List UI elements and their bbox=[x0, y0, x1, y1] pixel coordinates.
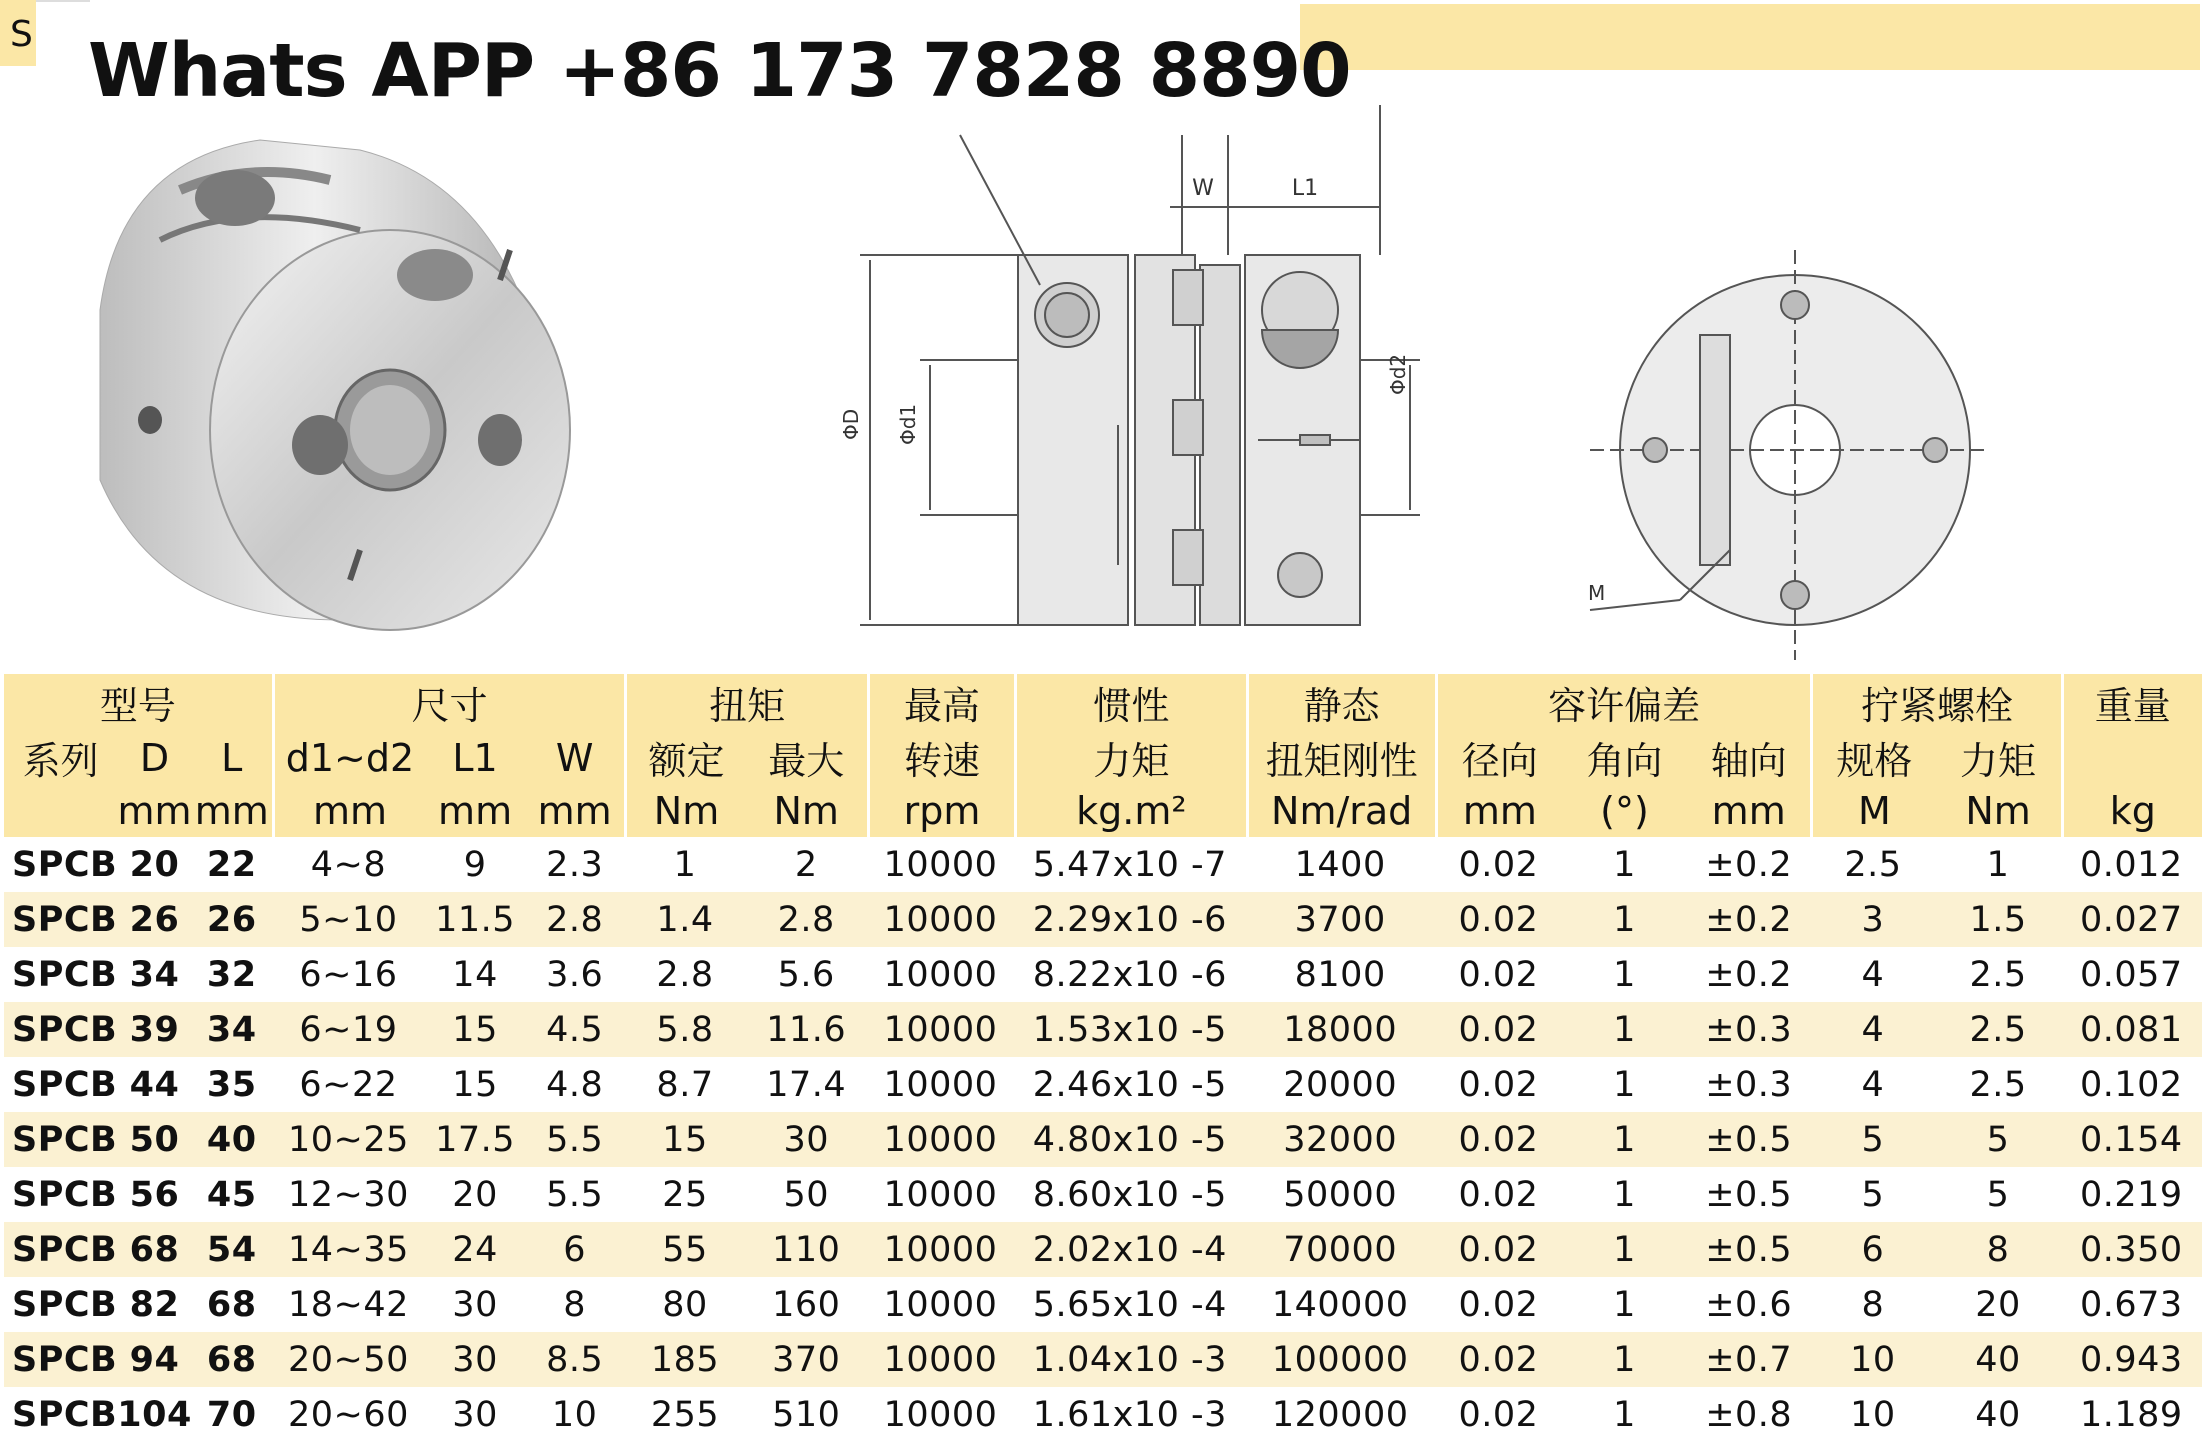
table-cell: 50 bbox=[783, 1174, 829, 1215]
table-cell: 39 bbox=[117, 1002, 192, 1057]
table-cell: 50000 bbox=[1283, 1174, 1398, 1215]
table-cell: 5.47x10 -7 bbox=[1032, 844, 1227, 885]
table-cell: 30 bbox=[452, 1284, 498, 1325]
table-cell: 68 bbox=[206, 1284, 257, 1325]
table-cell: SPCB bbox=[4, 1112, 117, 1167]
table-cell: 8.60x10 -5 bbox=[1032, 1174, 1227, 1215]
table-cell: 10000 bbox=[883, 954, 998, 995]
table-cell: 1.04x10 -3 bbox=[1014, 1332, 1245, 1387]
table-cell: ±0.7 bbox=[1687, 1332, 1810, 1387]
header-torque: 扭矩 bbox=[624, 674, 866, 730]
table-cell: SPCB bbox=[4, 892, 117, 947]
header-size: 尺寸 bbox=[272, 674, 625, 730]
unit-inertia: kg.m² bbox=[1014, 785, 1245, 837]
table-cell: ±0.5 bbox=[1705, 1174, 1793, 1215]
table-cell: 15 bbox=[624, 1112, 745, 1167]
table-cell: 3 bbox=[1810, 892, 1935, 947]
table-cell: 11.5 bbox=[425, 892, 525, 947]
header-weight: 重量 bbox=[2061, 674, 2202, 730]
table-cell: 1 bbox=[1986, 844, 2010, 885]
table-cell: SPCB bbox=[4, 1002, 117, 1057]
table-cell: 25 bbox=[662, 1174, 708, 1215]
table-row bbox=[4, 892, 2202, 947]
corner-letter: S bbox=[10, 14, 33, 55]
table-cell: ±0.8 bbox=[1705, 1394, 1793, 1435]
table-cell: 10 bbox=[551, 1394, 598, 1435]
table-cell: 0.102 bbox=[2079, 1064, 2183, 1105]
corner-divider bbox=[36, 0, 90, 2]
table-cell: 140000 bbox=[1271, 1284, 1409, 1325]
table-cell: SPCB bbox=[12, 1064, 118, 1105]
table-cell: 6~16 bbox=[299, 954, 398, 995]
table-cell: 104 bbox=[117, 1394, 192, 1435]
table-cell: 0.673 bbox=[2079, 1284, 2183, 1325]
table-row bbox=[4, 1002, 2202, 1057]
table-cell: 0.219 bbox=[2079, 1174, 2183, 1215]
table-cell: 1 bbox=[1613, 1284, 1636, 1325]
table-cell: 0.02 bbox=[1458, 1064, 1539, 1105]
contact-heading: Whats APP +86 173 7828 8890 bbox=[88, 28, 1351, 114]
coupling-photo bbox=[60, 120, 580, 640]
table-cell: 70 bbox=[206, 1394, 257, 1435]
label-phi-d2: Φd2 bbox=[1386, 353, 1410, 395]
table-cell: 50 bbox=[117, 1112, 192, 1167]
table-cell: ±0.3 bbox=[1705, 1064, 1793, 1105]
label-phi-d: ΦD bbox=[839, 408, 863, 440]
table-cell: 15 bbox=[425, 1002, 525, 1057]
table-cell: 1 bbox=[673, 844, 697, 885]
sub-max: 最大 bbox=[746, 730, 867, 785]
table-cell: 1.189 bbox=[2079, 1394, 2183, 1435]
end-view-drawing bbox=[1570, 250, 2000, 670]
table-cell: 510 bbox=[772, 1394, 841, 1435]
table-cell: 20~60 bbox=[288, 1394, 409, 1435]
table-cell: 10000 bbox=[867, 1002, 1014, 1057]
table-cell: 120000 bbox=[1271, 1394, 1409, 1435]
table-cell: 45 bbox=[206, 1174, 257, 1215]
table-cell: 185 bbox=[624, 1332, 745, 1387]
table-cell: 0.02 bbox=[1458, 1284, 1539, 1325]
table-cell: ±0.3 bbox=[1687, 1002, 1810, 1057]
table-cell: SPCB bbox=[12, 954, 118, 995]
table-cell: 160 bbox=[772, 1284, 841, 1325]
sub-l: L bbox=[192, 730, 272, 785]
table-cell: 1 bbox=[1562, 892, 1687, 947]
table-cell: 20 bbox=[129, 844, 180, 885]
table-cell: 35 bbox=[206, 1064, 257, 1105]
table-cell: 44 bbox=[129, 1064, 180, 1105]
sub-bolt-torque: 力矩 bbox=[1936, 730, 2061, 785]
table-cell: 4~8 bbox=[310, 844, 387, 885]
sub-l1: L1 bbox=[425, 730, 525, 785]
sub-series: 系列 bbox=[4, 730, 117, 785]
table-cell: 12~30 bbox=[288, 1174, 409, 1215]
table-cell: 11.6 bbox=[746, 1002, 867, 1057]
table-cell: 1 bbox=[1562, 1112, 1687, 1167]
table-cell: ±0.6 bbox=[1705, 1284, 1793, 1325]
table-cell: 6 bbox=[1810, 1222, 1935, 1277]
table-cell: 2.5 bbox=[1969, 1064, 2027, 1105]
table-cell: 5.8 bbox=[624, 1002, 745, 1057]
table-cell: 80 bbox=[662, 1284, 708, 1325]
table-cell: 20000 bbox=[1283, 1064, 1398, 1105]
table-cell: 10000 bbox=[883, 1064, 998, 1105]
table-cell: 14~35 bbox=[272, 1222, 426, 1277]
table-cell: ±0.2 bbox=[1687, 892, 1810, 947]
label-l1: L1 bbox=[1291, 176, 1319, 201]
table-cell: 40 bbox=[192, 1112, 272, 1167]
table-cell: 68 bbox=[117, 1222, 192, 1277]
table-cell: 32 bbox=[206, 954, 257, 995]
table-cell: SPCB bbox=[12, 1284, 118, 1325]
unit-w: mm bbox=[525, 785, 625, 837]
table-cell: 0.02 bbox=[1458, 954, 1539, 995]
table-row bbox=[4, 947, 2202, 1002]
sub-rated: 额定 bbox=[624, 730, 745, 785]
table-cell: 3700 bbox=[1246, 892, 1435, 947]
table-cell: 1.4 bbox=[624, 892, 745, 947]
table-cell: 2.3 bbox=[546, 844, 604, 885]
table-cell: 82 bbox=[129, 1284, 180, 1325]
table-cell: 2.5 bbox=[1969, 954, 2027, 995]
sub-angular: 角向 bbox=[1562, 730, 1687, 785]
table-cell: ±0.5 bbox=[1687, 1222, 1810, 1277]
table-cell: 15 bbox=[452, 1064, 498, 1105]
table-cell: 32000 bbox=[1246, 1112, 1435, 1167]
table-cell: 4.80x10 -5 bbox=[1014, 1112, 1245, 1167]
table-cell: 4.8 bbox=[546, 1064, 604, 1105]
table-cell: 10000 bbox=[883, 844, 998, 885]
table-cell: 40 bbox=[1975, 1394, 2021, 1435]
table-cell: 0.027 bbox=[2061, 892, 2202, 947]
table-cell: 1400 bbox=[1294, 844, 1386, 885]
table-cell: 8 bbox=[1861, 1284, 1885, 1325]
table-cell: 14 bbox=[452, 954, 498, 995]
spec-table-body bbox=[4, 837, 2202, 1442]
table-cell: 0.02 bbox=[1458, 1174, 1539, 1215]
table-cell: 20~50 bbox=[272, 1332, 426, 1387]
unit-stiffness: Nm/rad bbox=[1246, 785, 1435, 837]
unit-series-blank bbox=[4, 785, 117, 837]
table-cell: 0.012 bbox=[2079, 844, 2183, 885]
header-tolerance: 容许偏差 bbox=[1435, 674, 1811, 730]
table-cell: 0.02 bbox=[1458, 844, 1539, 885]
table-cell: 6~19 bbox=[272, 1002, 426, 1057]
table-cell: 5 bbox=[1861, 1174, 1885, 1215]
table-cell: 0.02 bbox=[1435, 1332, 1562, 1387]
unit-l1: mm bbox=[425, 785, 525, 837]
table-cell: 3.6 bbox=[546, 954, 604, 995]
table-cell: SPCB bbox=[12, 844, 118, 885]
table-cell: 10000 bbox=[867, 1112, 1014, 1167]
table-cell: 0.350 bbox=[2061, 1222, 2202, 1277]
unit-angular: (°) bbox=[1562, 785, 1687, 837]
table-cell: ±0.2 bbox=[1705, 954, 1793, 995]
label-w: W bbox=[1192, 176, 1214, 201]
unit-rated: Nm bbox=[624, 785, 745, 837]
table-cell: 2.02x10 -4 bbox=[1014, 1222, 1245, 1277]
table-row bbox=[4, 1332, 2202, 1387]
sub-spec: 规格 bbox=[1810, 730, 1935, 785]
table-cell: 1 bbox=[1562, 1002, 1687, 1057]
table-cell: 1 bbox=[1613, 1064, 1636, 1105]
spec-table bbox=[4, 674, 2202, 1442]
table-cell: 2.46x10 -5 bbox=[1032, 1064, 1227, 1105]
table-row bbox=[4, 837, 2202, 892]
table-cell: 24 bbox=[425, 1222, 525, 1277]
table-cell: 0.02 bbox=[1435, 892, 1562, 947]
unit-l: mm bbox=[192, 785, 272, 837]
unit-radial: mm bbox=[1435, 785, 1562, 837]
table-cell: 0.081 bbox=[2061, 1002, 2202, 1057]
table-cell: 1 bbox=[1613, 1394, 1636, 1435]
table-row bbox=[4, 1387, 2202, 1442]
table-cell: 0.057 bbox=[2079, 954, 2183, 995]
table-cell: 10 bbox=[1850, 1394, 1896, 1435]
table-row bbox=[4, 1277, 2202, 1332]
sub-axial: 轴向 bbox=[1687, 730, 1810, 785]
table-cell: 94 bbox=[117, 1332, 192, 1387]
table-cell: SPCB bbox=[4, 1222, 117, 1277]
table-cell: 1.53x10 -5 bbox=[1014, 1002, 1245, 1057]
table-cell: 26 bbox=[192, 892, 272, 947]
table-cell: 30 bbox=[746, 1112, 867, 1167]
table-cell: 10000 bbox=[867, 1222, 1014, 1277]
sub-stiffness: 扭矩刚性 bbox=[1246, 730, 1435, 785]
table-cell: 8.7 bbox=[656, 1064, 714, 1105]
sub-d1d2: d1~d2 bbox=[272, 730, 426, 785]
table-cell: 1 bbox=[1613, 954, 1636, 995]
header-inertia: 惯性 bbox=[1014, 674, 1245, 730]
table-cell: 370 bbox=[746, 1332, 867, 1387]
table-cell: 5.5 bbox=[525, 1112, 625, 1167]
table-cell: 5 bbox=[1810, 1112, 1935, 1167]
table-cell: 54 bbox=[192, 1222, 272, 1277]
table-cell: 2.5 bbox=[1844, 844, 1902, 885]
unit-axial: mm bbox=[1687, 785, 1810, 837]
header-band bbox=[1300, 4, 2200, 70]
table-cell: 17.4 bbox=[766, 1064, 847, 1105]
sub-radial: 径向 bbox=[1435, 730, 1562, 785]
table-cell: 4 bbox=[1861, 954, 1885, 995]
table-cell: 4 bbox=[1861, 1064, 1885, 1105]
table-cell: 2.5 bbox=[1936, 1002, 2061, 1057]
table-cell: 68 bbox=[192, 1332, 272, 1387]
table-cell: 8.5 bbox=[525, 1332, 625, 1387]
table-row bbox=[4, 1167, 2202, 1222]
table-cell: 40 bbox=[1936, 1332, 2061, 1387]
table-cell: 1.61x10 -3 bbox=[1032, 1394, 1227, 1435]
sub-moment: 力矩 bbox=[1014, 730, 1245, 785]
table-cell: 10000 bbox=[883, 1394, 998, 1435]
unit-d: mm bbox=[117, 785, 192, 837]
table-cell: 5.5 bbox=[546, 1174, 604, 1215]
table-cell: 5~10 bbox=[272, 892, 426, 947]
table-cell: 10000 bbox=[883, 1174, 998, 1215]
table-cell: 0.02 bbox=[1435, 1222, 1562, 1277]
header-bolt: 拧紧螺栓 bbox=[1810, 674, 2060, 730]
table-cell: 55 bbox=[624, 1222, 745, 1277]
table-cell: ±0.5 bbox=[1687, 1112, 1810, 1167]
table-cell: 5 bbox=[1936, 1112, 2061, 1167]
table-cell: 30 bbox=[452, 1394, 498, 1435]
table-cell: 5.6 bbox=[777, 954, 835, 995]
table-cell: 18000 bbox=[1246, 1002, 1435, 1057]
sub-weight-blank bbox=[2061, 730, 2202, 785]
table-cell: 0.02 bbox=[1458, 1394, 1539, 1435]
table-cell: 2.8 bbox=[746, 892, 867, 947]
sub-speed: 转速 bbox=[867, 730, 1014, 785]
table-cell: 30 bbox=[425, 1332, 525, 1387]
table-cell: 10000 bbox=[867, 892, 1014, 947]
label-m: M bbox=[1588, 581, 1606, 605]
table-cell: 1.5 bbox=[1936, 892, 2061, 947]
table-cell: 8 bbox=[1936, 1222, 2061, 1277]
table-cell: SPCB bbox=[12, 1394, 118, 1435]
table-cell: 1 bbox=[1562, 1332, 1687, 1387]
table-cell: 6~22 bbox=[299, 1064, 398, 1105]
table-cell: 100000 bbox=[1246, 1332, 1435, 1387]
table-cell: ±0.2 bbox=[1705, 844, 1793, 885]
unit-spec: M bbox=[1810, 785, 1935, 837]
table-row bbox=[4, 1222, 2202, 1277]
table-cell: 4.5 bbox=[525, 1002, 625, 1057]
table-cell: 56 bbox=[129, 1174, 180, 1215]
table-cell: 18~42 bbox=[288, 1284, 409, 1325]
table-cell: 2.29x10 -6 bbox=[1014, 892, 1245, 947]
label-phi-d1: Φd1 bbox=[896, 403, 920, 445]
table-cell: SPCB bbox=[4, 1332, 117, 1387]
sub-w: W bbox=[525, 730, 625, 785]
table-cell: 34 bbox=[192, 1002, 272, 1057]
table-cell: 10000 bbox=[867, 1332, 1014, 1387]
table-cell: 255 bbox=[650, 1394, 720, 1435]
table-cell: 0.02 bbox=[1435, 1112, 1562, 1167]
header-model: 型号 bbox=[4, 674, 272, 730]
table-cell: 34 bbox=[129, 954, 180, 995]
side-view-drawing bbox=[830, 95, 1430, 655]
table-cell: 70000 bbox=[1246, 1222, 1435, 1277]
table-cell: 4 bbox=[1810, 1002, 1935, 1057]
table-row bbox=[4, 1057, 2202, 1112]
table-cell: 1 bbox=[1613, 1174, 1636, 1215]
header-max-speed: 最高 bbox=[867, 674, 1014, 730]
table-cell: 6 bbox=[525, 1222, 625, 1277]
header-static: 静态 bbox=[1246, 674, 1435, 730]
table-cell: 0.154 bbox=[2061, 1112, 2202, 1167]
table-cell: 8.22x10 -6 bbox=[1032, 954, 1227, 995]
table-cell: 8 bbox=[563, 1284, 587, 1325]
unit-bolt-torque: Nm bbox=[1936, 785, 2061, 837]
table-cell: 2.8 bbox=[525, 892, 625, 947]
table-cell: 110 bbox=[746, 1222, 867, 1277]
table-cell: 2.8 bbox=[656, 954, 714, 995]
unit-max: Nm bbox=[746, 785, 867, 837]
table-cell: 20 bbox=[452, 1174, 498, 1215]
table-cell: 8100 bbox=[1294, 954, 1386, 995]
table-row bbox=[4, 1112, 2202, 1167]
sub-d: D bbox=[117, 730, 192, 785]
unit-weight: kg bbox=[2061, 785, 2202, 837]
table-cell: 5.65x10 -4 bbox=[1032, 1284, 1227, 1325]
table-cell: 10000 bbox=[883, 1284, 998, 1325]
table-cell: 10~25 bbox=[272, 1112, 426, 1167]
table-cell: SPCB bbox=[12, 1174, 118, 1215]
table-cell: 20 bbox=[1975, 1284, 2021, 1325]
table-cell: 0.943 bbox=[2061, 1332, 2202, 1387]
table-cell: 22 bbox=[206, 844, 257, 885]
table-cell: 1 bbox=[1613, 844, 1636, 885]
table-cell: 26 bbox=[117, 892, 192, 947]
table-cell: 2 bbox=[794, 844, 818, 885]
unit-speed: rpm bbox=[867, 785, 1014, 837]
table-cell: 10 bbox=[1810, 1332, 1935, 1387]
table-cell: 17.5 bbox=[425, 1112, 525, 1167]
unit-d1d2: mm bbox=[272, 785, 426, 837]
table-cell: 1 bbox=[1562, 1222, 1687, 1277]
table-cell: 0.02 bbox=[1435, 1002, 1562, 1057]
table-cell: 9 bbox=[463, 844, 487, 885]
table-cell: 5 bbox=[1986, 1174, 2010, 1215]
